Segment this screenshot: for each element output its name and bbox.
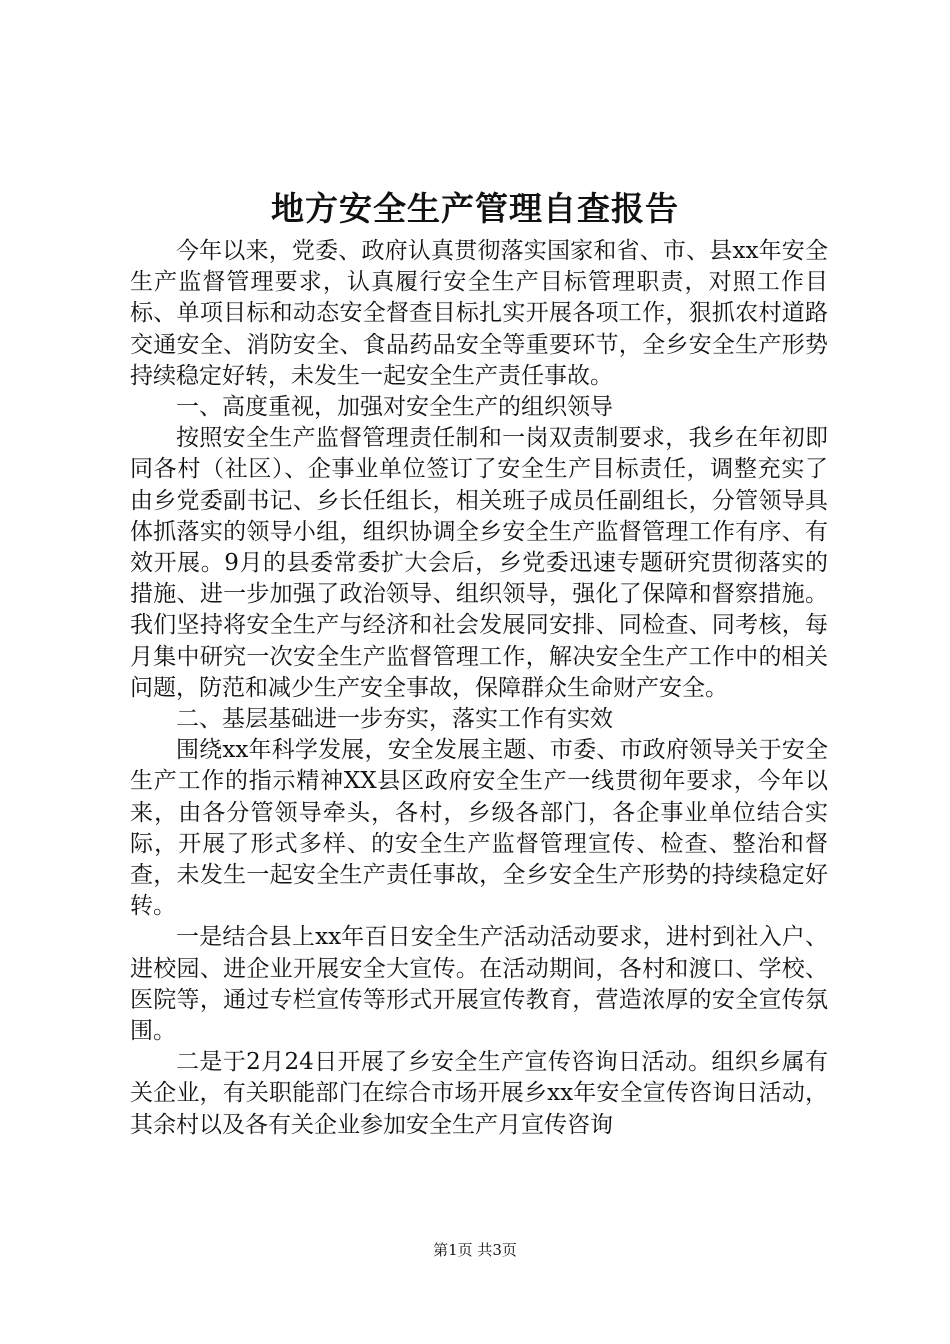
paragraph-item-1: 一是结合县上xx年百日安全生产活动活动要求，进村到社入户、进校园、进企业开展安全大宣传。在活动期间，各村和渡口、学校、医院等，通过专栏宣传等形式开展宣传教育，营造浓厚的安全宣传氛围。 bbox=[130, 924, 828, 1045]
section-heading-2: 二、基层基础进一步夯实，落实工作有实效 bbox=[176, 706, 613, 733]
paragraph-section-1: 按照安全生产监督管理责任制和一岗双责制要求，我乡在年初即同各村（社区）、企事业单位签订了安全生产目标责任，调整充实了由乡党委副书记、乡长任组长，相关班子成员任副组长，分管领导具体抓落实的领导小组，组织协调全乡安全生产监督管理工作有序、有效开展。9月的县委常委扩大会后，乡党委迅速专题研究贯彻落实的措施、进一步加强了政治领导、组织领导，强化了保障和督察措施。我们坚持将安全生产与经济和社会发展同安排、同检查、同考核，每月集中研究一次安全生产监督管理工作，解决安全生产工作中的相关问题，防范和减少生产安全事故，保障群众生命财产安全。 bbox=[130, 425, 828, 701]
paragraph-item-2: 二是于2月24日开展了乡安全生产宣传咨询日活动。组织乡属有关企业，有关职能部门在综合市场开展乡xx年安全宣传咨询日活动，其余村以及各有关企业参加安全生产月宣传咨询 bbox=[130, 1049, 828, 1138]
document-body bbox=[130, 236, 828, 1141]
section-heading-1: 一、高度重视，加强对安全生产的组织领导 bbox=[176, 394, 613, 421]
page-number-footer: 第1页 共3页 bbox=[433, 1241, 517, 1259]
document-title: 地方安全生产管理自查报告 bbox=[271, 189, 679, 228]
paragraph-section-2: 围绕xx年科学发展，安全发展主题、市委、市政府领导关于安全生产工作的指示精神XX县区政府安全生产一线贯彻年要求，今年以来，由各分管领导牵头，各村，乡级各部门，各企事业单位结合实际，开展了形式多样、的安全生产监督管理宣传、检查、整治和督查，未发生一起安全生产责任事故，全乡安全生产形势的持续稳定好转。 bbox=[130, 737, 828, 920]
paragraph-intro: 今年以来，党委、政府认真贯彻落实国家和省、市、县xx年安全生产监督管理要求，认真履行安全生产目标管理职责，对照工作目标、单项目标和动态安全督查目标扎实开展各项工作，狠抓农村道路交通安全、消防安全、食品药品安全等重要环节，全乡安全生产形势持续稳定好转，未发生一起安全生产责任事故。 bbox=[130, 238, 828, 389]
